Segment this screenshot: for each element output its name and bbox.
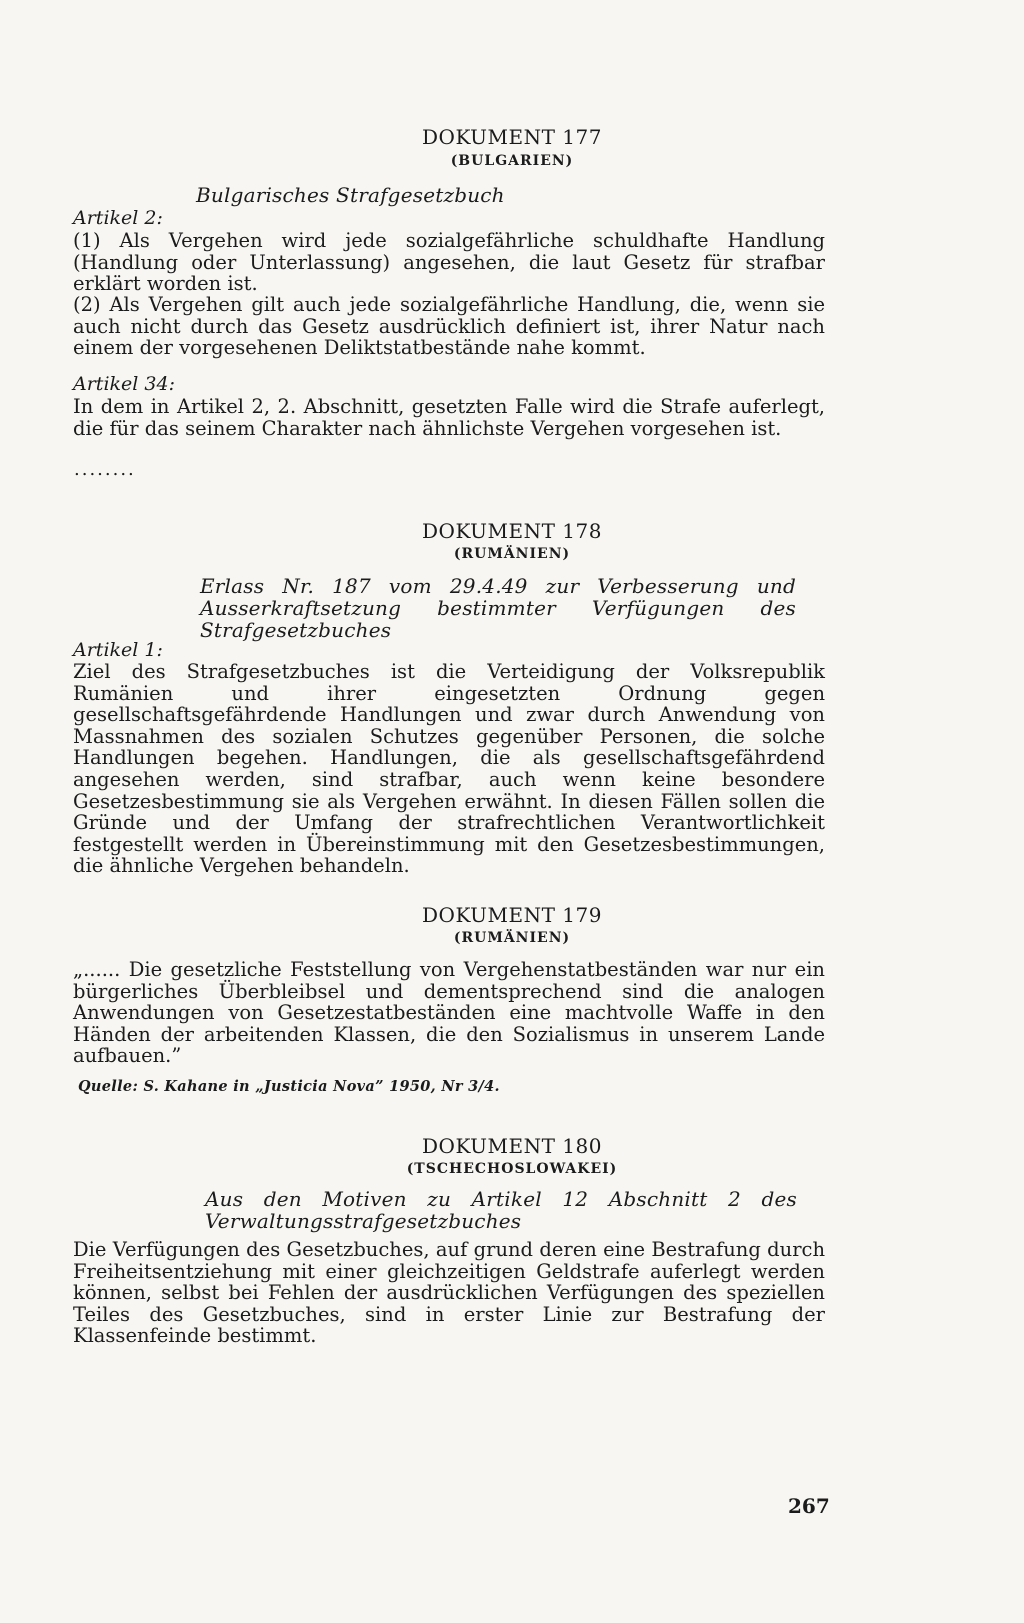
document-180-country: (TSCHECHOSLOWAKEI) (406, 1161, 618, 1177)
document-179-source: Quelle: S. Kahane in „Justicia Nova” 1950, Nr 3/4. (78, 1078, 500, 1095)
document-177-paragraph-3: In dem in Artikel 2, 2. Abschnitt, gesetzten Falle wird die Strafe auferlegt, die für das seinem Charakter nach ähnlichste Vergehen vorgesehen ist. (73, 395, 825, 440)
document-178-paragraph: Ziel des Strafgesetzbuches ist die Verteidigung der Volksrepublik Rumänien und ihrer eingesetzten Ordnung gegen gesellschaftsgefährdende Handlungen und zwar durch Anwendung von Massnahmen des sozialen Schutzes gegenüber Personen, die solche Handlungen begehen. Handlungen, die als gesellschaftsgefährdend angesehen werden, sind strafbar, auch wenn keine besondere Gesetzesbestimmung sie als Vergehen erwähnt. In diesen Fällen sollen die Gründe und der Umfang der strafrechtlichen Verantwortlichkeit festgestellt werden in Übereinstimmung mit den Gesetzesbestimmungen, die ähnliche Vergehen behandeln. (73, 660, 825, 878)
document-179-quote: „...... Die gesetzliche Feststellung von Vergehenstatbeständen war nur ein bürgerliches Überbleibsel und dementsprechend sind die analogen Anwendungen von Gesetzestatbeständen eine machtvolle Waffe in den Händen der arbeitenden Klassen, die den Sozialismus in unserem Lande aufbauen.” (73, 958, 825, 1068)
article-2-label: Artikel 2: (73, 207, 163, 229)
document-180-paragraph: Die Verfügungen des Gesetzbuches, auf grund deren eine Bestrafung durch Freiheitsentziehung mit einer gleichzeitigen Geldstrafe auferlegt werden können, selbst bei Fehlen der ausdrücklichen Verfügungen des speziellen Teiles des Gesetzbuches, sind in erster Linie zur Bestrafung der Klassenfeinde bestimmt. (73, 1238, 825, 1348)
document-179-country: (RUMÄNIEN) (453, 930, 571, 946)
page-number: 267 (788, 1494, 830, 1518)
document-177-country: (BULGARIEN) (450, 153, 574, 169)
document-178-subtitle: Erlass Nr. 187 vom 29.4.49 zur Verbesserung und Ausserkraftsetzung bestimmter Verfügungen des Strafgesetzbuches (200, 574, 796, 642)
document-180-subtitle: Aus den Motiven zu Artikel 12 Abschnitt 2 des Verwaltungsstrafgesetzbuches (205, 1187, 797, 1233)
document-178-country: (RUMÄNIEN) (453, 546, 571, 562)
document-180-title: DOKUMENT 180 (422, 1134, 602, 1158)
article-1-label: Artikel 1: (73, 639, 163, 661)
document-177-subtitle: Bulgarisches Strafgesetzbuch (196, 183, 505, 207)
document-179-title: DOKUMENT 179 (422, 903, 602, 927)
document-177-paragraph-1: (1) Als Vergehen wird jede sozialgefährliche schuldhafte Handlung (Handlung oder Unterlassung) angesehen, die laut Gesetz für strafbar erklärt worden ist. (73, 229, 825, 296)
document-177-paragraph-2: (2) Als Vergehen gilt auch jede sozialgefährliche Handlung, die, wenn sie auch nicht durch das Gesetz ausdrücklich definiert ist, ihrer Natur nach einem der vorgesehenen Deliktstatbestände nahe kommt. (73, 293, 825, 360)
document-178-title: DOKUMENT 178 (422, 519, 602, 543)
ellipsis: ........ (74, 459, 136, 480)
article-34-label: Artikel 34: (73, 373, 175, 395)
document-177-title: DOKUMENT 177 (422, 125, 602, 149)
